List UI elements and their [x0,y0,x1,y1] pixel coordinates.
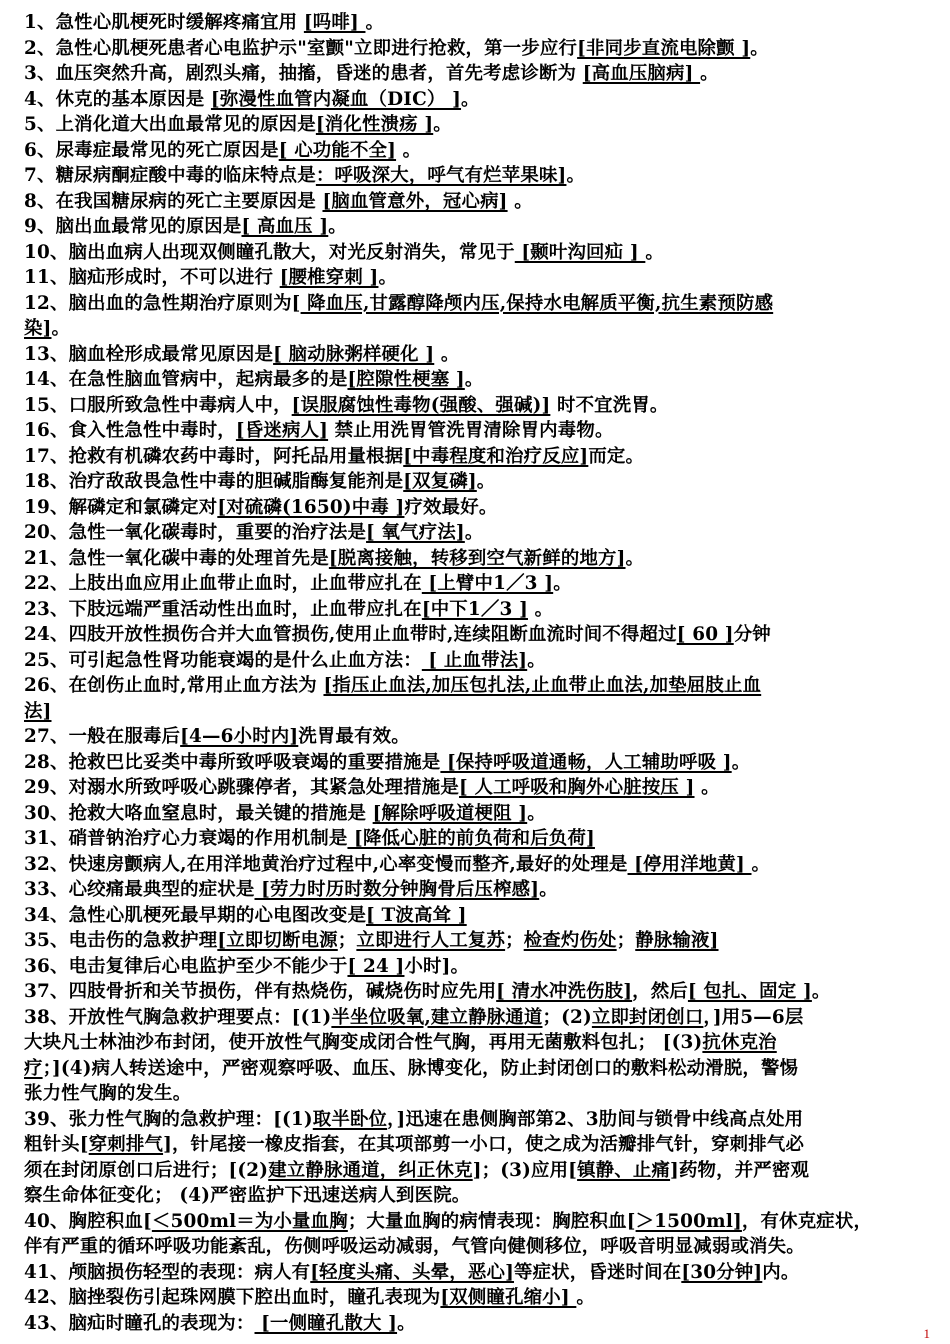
question-text: ； [337,930,357,951]
question-text: 6、尿毒症最常见的死亡原因是 [24,139,279,161]
question-text: 伴有严重的循环呼吸功能紊乱，伤侧呼吸运动减弱，气管向健侧移位，呼吸音明显减弱或消失。 [24,1236,805,1257]
answer-text: [对硫磷(1650)中毒 ] [217,496,405,518]
question-text: 37、四肢骨折和关节损伤，伴有热烧伤，碱烧伤时应先用 [24,981,497,1002]
answer-text: [脱离接触，转移到空气新鲜的地方] [328,547,626,569]
answer-text: 镇静、止痛 [577,1159,671,1181]
answer-text: 检查灼伤处 [523,930,617,951]
text-line [24,1183,932,1209]
question-text: 23、下肢远端严重活动性出血时，止血带应扎在 [24,598,422,620]
question-text: 33、心绞痛最典型的症状是 [24,879,255,900]
answer-text: [误服腐蚀性毒物(强酸、强碱)] [291,394,551,416]
answer-text: [4—6小时内] [180,726,299,747]
question-text: 。 [365,12,385,33]
answer-text: [腰椎穿刺 ] [279,267,379,288]
text-line [24,291,932,317]
question-text: 。 [694,777,720,798]
answer-text: [ 心功能不全] [278,139,397,161]
answer-text: 疗 [24,1057,43,1079]
text-line [24,61,932,87]
text-line [24,1311,932,1337]
answer-text: [ 人工呼吸和胸外心脏按压 ] [459,777,695,798]
question-text: 等症状，昏迷时间在 [513,1261,682,1283]
text-line [24,1132,932,1158]
question-text: ]药物，并严密观 [670,1159,810,1181]
answer-text: [ 24 ] [347,955,405,977]
answer-text: 建立静脉通道，纠正休克 [268,1159,473,1181]
question-text: ，]迅速在患侧胸部第2、3肋间与锁骨中线高点处用 [387,1108,804,1130]
answer-text: [保持呼吸道通畅，人工辅助呼吸 ] [440,751,732,773]
answer-text: [ T波高耸 ] [366,904,467,926]
text-line [24,724,932,750]
question-text: 。 [51,318,71,339]
answer-text: 取半卧位 [312,1108,388,1130]
answer-text: [上臂中1／3 ] [421,573,554,594]
text-line [24,928,932,954]
question-text: 36、电击复律后心电监护至少不能少于 [24,955,348,977]
question-text: ]；(3)应用[ [472,1159,578,1181]
answer-text: [消化性溃疡 ] [315,114,434,135]
question-text: 。 [433,114,452,135]
question-text: 须在封闭原创口后进行；[(2) [24,1159,269,1181]
text-line [24,673,932,699]
answer-text: 立即进行人工复苏 [356,930,506,951]
question-text: 张力性气胸的发生。 [24,1083,192,1104]
answer-text: 降血压,甘露醇降颅内压,保持水电解质平衡,抗生素预防感 [300,292,774,314]
question-text: 。 [507,190,533,212]
text-line [24,1056,932,1082]
question-text: 禁止用洗胃管洗胃清除胃内毒物。 [328,420,614,441]
question-text: 。 [328,216,347,237]
text-line [24,1285,932,1311]
answer-text: ＞1500ml] [635,1210,742,1232]
text-line [24,10,932,36]
question-text: ，]用5—6层 [703,1006,804,1028]
question-text: 38、开放性气胸急救护理要点：[(1) [24,1006,332,1028]
text-line [24,1005,932,1031]
text-line [24,1234,932,1260]
question-text: 40、胸腔积血[ [24,1210,152,1232]
answer-text: [颞叶沟回疝 ] [514,241,646,263]
question-text: 41、颅脑损伤轻型的表现：病人有 [24,1261,311,1283]
question-text: 。 [645,241,664,263]
answer-text: [指压止血法,加压包扎法,止血带止血法,加垫屈肢止血 [323,675,762,696]
answer-text: 抗休克治 [702,1032,777,1053]
text-line [24,265,932,291]
answer-text: [ 脑动脉粥样硬化 ] [273,343,435,365]
question-text: 。 [476,471,496,492]
answer-text: 立即封闭创口 [591,1006,704,1028]
question-text: 29、对溺水所致呼吸心跳骤停者，其紧急处理措施是 [24,777,459,798]
question-text: 。 [396,139,422,161]
text-line [24,571,932,597]
question-text: 粗针头[ [24,1134,89,1155]
question-text: 。 [576,1287,595,1308]
answer-text: [解除呼吸道梗阻 ] [372,802,528,824]
question-text: 19、解磷定和氯磷定对 [24,496,218,518]
question-text: 9、脑出血最常见的原因是 [24,216,242,237]
answer-text: [腔隙性梗塞 ] [347,369,465,390]
text-line [24,1209,932,1235]
question-text: 。 [461,88,480,110]
question-text: 。 [625,547,645,569]
question-text: 。 [751,853,771,875]
text-line [24,316,932,342]
question-text: 洗胃最有效。 [298,726,410,747]
answer-text: [降低心脏的前负荷和后负荷] [347,828,595,849]
question-text: 。 [731,751,751,773]
question-text: 8、在我国糖尿病的死亡主要原因是 [24,190,323,212]
question-text: 4、休克的基本原因是 [24,88,211,110]
question-text: 14、在急性脑血管病中，起病最多的是 [24,369,348,390]
question-text: 。 [464,369,484,390]
text-line [24,240,932,266]
text-line [24,469,932,495]
text-line [24,852,932,878]
question-text: 。 [750,37,769,59]
answer-text: ＜500ml＝为小量血胸 [151,1210,348,1232]
text-line [24,214,932,240]
answer-text: ：呼吸深大，呼气有烂苹果味] [315,165,567,186]
question-text: 42、脑挫裂伤引起珠网膜下腔出血时，瞳孔表现为 [24,1287,441,1308]
question-text: 。 [539,879,558,900]
text-line [24,775,932,801]
question-text: 10、脑出血病人出现双侧瞳孔散大，对光反射消失，常见于 [24,241,515,263]
question-text: 5、上消化道大出血最常见的原因是 [24,114,316,135]
question-text: 12、脑出血的急性期治疗原则为[ [24,292,301,314]
question-text: 小时]。 [404,955,470,977]
question-text: 27、一般在服毒后 [24,726,181,747]
text-line [24,367,932,393]
question-text: 。 [378,267,398,288]
text-line [24,546,932,572]
question-text: 25、可引起急性肾功能衰竭的是什么止血方法： [24,649,422,671]
text-line [24,750,932,776]
answer-text: [中毒程度和治疗反应] [403,445,589,467]
answer-text: [中下1／3 ] [421,598,528,620]
question-text: 34、急性心肌梗死最早期的心电图改变是 [24,904,367,926]
question-text: 7、糖尿病酮症酸中毒的临床特点是 [24,165,316,186]
question-text: 。 [464,522,484,543]
question-text: 24、四肢开放性损伤合并大血管损伤,使用止血带时,连续阻断血流时间不得超过 [24,624,677,645]
question-text: 32、快速房颤病人,在用洋地黄治疗过程中,心率变慢而整齐,最好的处理是 [24,853,628,875]
question-text: 28、抢救巴比妥类中毒所致呼吸衰竭的重要措施是 [24,751,441,773]
question-text: 35、电击伤的急救护理 [24,930,218,951]
answer-text: 法] [24,700,52,722]
answer-text: [劳力时历时数分钟胸骨后压榨感] [254,879,540,900]
question-text: 。 [527,598,554,620]
question-text: 26、在创伤止血时,常用止血方法为 [24,675,324,696]
answer-text: [高血压脑病] [582,63,701,84]
text-line [24,1158,932,1184]
question-text: 31、硝普钠治疗心力衰竭的作用机制是 [24,828,348,849]
question-text: 时不宜洗胃。 [550,394,669,416]
text-line [24,801,932,827]
text-line [24,393,932,419]
question-text: 。 [434,343,460,365]
text-line [24,112,932,138]
text-line [24,648,932,674]
text-line [24,622,932,648]
text-line [24,342,932,368]
text-line [24,979,932,1005]
question-text: ]，针尾接一橡皮指套，在其项部剪一小口，使之成为活瓣排气针，穿刺排气必 [163,1134,805,1155]
question-text: 3、血压突然升高，剧烈头痛，抽搐，昏迷的患者，首先考虑诊断为 [24,63,583,84]
answer-text: [轻度头痛、头晕，恶心] [310,1261,514,1283]
question-text: 43、脑疝时瞳孔的表现为： [24,1312,255,1334]
answer-text: [弥漫性血管内凝血（DIC） ] [210,88,462,110]
question-text: 内。 [762,1261,800,1283]
question-text: 15、口服所致急性中毒病人中， [24,394,292,416]
answer-text: 穿刺排气 [88,1134,164,1155]
answer-text: [ 高血压 ] [241,216,329,237]
answer-text: [30分钟] [681,1261,763,1283]
text-line [24,1107,932,1133]
question-text: 。 [527,649,546,671]
question-text: 2、急性心肌梗死患者心电监护示"室颤"立即进行抢救，第一步应行 [24,37,578,59]
question-list [24,10,932,1336]
answer-text: [立即切断电源 [217,930,338,951]
answer-text: [一侧瞳孔散大 ] [254,1312,398,1334]
answer-text: [昏迷病人] [235,420,329,441]
answer-text: 染] [24,318,52,339]
text-line [24,954,932,980]
text-line [24,826,932,852]
question-text: 察生命体征变化； (4)严密监护下迅速送病人到医院。 [24,1185,471,1206]
question-text: 。 [811,981,831,1002]
question-text: ；(2) [542,1006,592,1028]
answer-text: [双复磷] [403,471,477,492]
text-line [24,189,932,215]
question-text: ；大量血胸的病情表现：胸腔积血[ [347,1210,636,1232]
question-text: 17、抢救有机磷农药中毒时，阿托品用量根据 [24,445,404,467]
text-line [24,699,932,725]
answer-text: [停用洋地黄] [627,853,752,875]
text-line [24,1030,932,1056]
question-text: 30、抢救大咯血窒息时，最关键的措施是 [24,802,373,824]
text-line [24,418,932,444]
question-text: 11、脑疝形成时，不可以进行 [24,267,280,288]
answer-text: 半坐位吸氧,建立静脉通道 [331,1006,543,1028]
text-line [24,138,932,164]
text-line [24,163,932,189]
answer-text: [ 止血带法] [421,649,528,671]
question-text: ；](4)病人转送途中，严密观察呼吸、血压、脉博变化，防止封闭创口的敷料松动滑脱，警惕 [42,1057,799,1079]
question-text: 20、急性一氧化碳毒时，重要的治疗法是 [24,522,367,543]
question-text: 。 [553,573,572,594]
answer-text: [ 氧气疗法] [366,522,465,543]
question-text: 。 [527,802,546,824]
question-text: 。 [700,63,719,84]
text-line [24,1081,932,1107]
question-text: ； [616,930,636,951]
question-text: 分钟 [733,624,771,645]
question-text: ； [505,930,524,951]
question-text: 21、急性一氧化碳中毒的处理首先是 [24,547,329,569]
text-line [24,495,932,521]
answer-text: [ 60 ] [676,624,734,645]
question-text: ，然后 [632,981,688,1002]
page-number: 1 [923,1326,930,1341]
text-line [24,36,932,62]
answer-text: 静脉输液] [635,930,719,951]
question-text: 39、张力性气胸的急救护理：[(1) [24,1108,313,1130]
text-line [24,877,932,903]
text-line [24,87,932,113]
question-text: 22、上肢出血应用止血带止血时，止血带应扎在 [24,573,422,594]
answer-text: [ 清水冲洗伤肢] [496,981,633,1002]
question-text: 。 [397,1312,416,1334]
answer-text: [ 包扎、固定 ] [687,981,812,1002]
question-text: 。 [566,165,586,186]
question-text: 13、脑血栓形成最常见原因是 [24,343,274,365]
answer-text: [双侧瞳孔缩小] [440,1287,577,1308]
answer-text: [非同步直流电除颤 ] [577,37,751,59]
question-text: 1、急性心肌梗死时缓解疼痛宜用 [24,12,304,33]
answer-text: [吗啡] [303,12,366,33]
text-line [24,597,932,623]
question-text: 16、食入性急性中毒时， [24,420,236,441]
question-text: 大块凡士林油沙布封闭，使开放性气胸变成闭合性气胸，再用无菌敷料包扎； [(3) [24,1032,703,1053]
question-text: ，有休克症状， [741,1210,873,1232]
text-line [24,520,932,546]
text-line [24,903,932,929]
question-text: 而定。 [588,445,645,467]
question-text: 18、治疗敌敌畏急性中毒的胆碱脂酶复能剂是 [24,471,404,492]
question-text: 疗效最好。 [404,496,498,518]
text-line [24,1260,932,1286]
text-line [24,444,932,470]
answer-text: [脑血管意外，冠心病] [322,190,508,212]
